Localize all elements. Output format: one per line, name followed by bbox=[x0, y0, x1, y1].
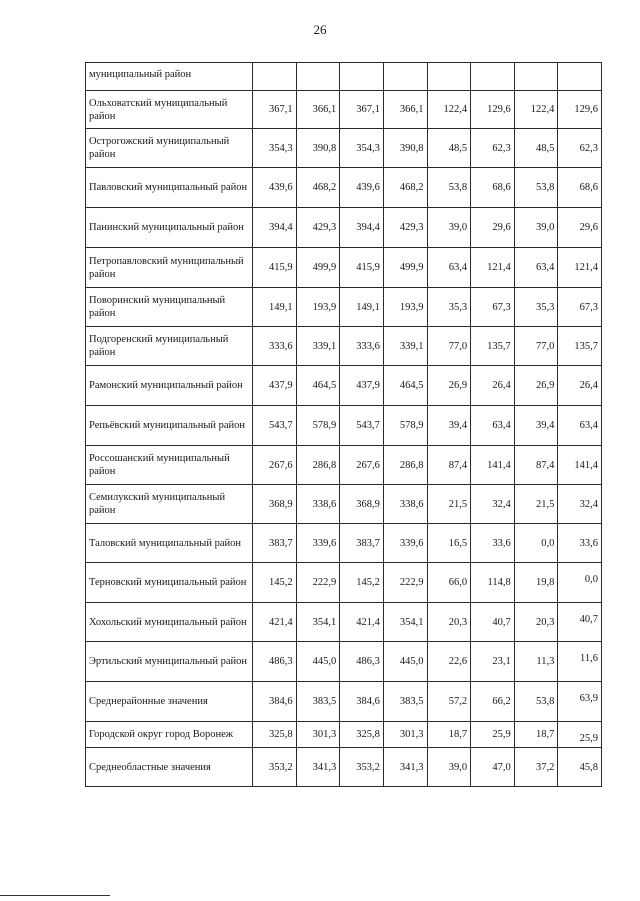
table-cell: 354,1 bbox=[383, 603, 427, 642]
table-cell: 437,9 bbox=[340, 366, 384, 406]
table-cell: 23,1 bbox=[471, 642, 515, 682]
table-cell: 383,5 bbox=[296, 682, 340, 722]
table-cell: 354,1 bbox=[296, 603, 340, 642]
table-cell bbox=[558, 63, 602, 91]
table-row bbox=[86, 248, 602, 288]
table-cell: 499,9 bbox=[296, 248, 340, 288]
table-cell: 62,3 bbox=[558, 129, 602, 168]
table-cell: 421,4 bbox=[253, 603, 297, 642]
table-cell: 394,4 bbox=[253, 208, 297, 248]
table-row bbox=[86, 91, 602, 129]
table-cell: 39,4 bbox=[427, 406, 471, 446]
row-label: Панинский муниципальный район bbox=[86, 208, 253, 248]
table-row bbox=[86, 208, 602, 248]
table-cell: 18,7 bbox=[514, 722, 558, 748]
table-cell: 578,9 bbox=[296, 406, 340, 446]
row-label: Поворинский муниципальный район bbox=[86, 288, 253, 327]
table-cell: 429,3 bbox=[383, 208, 427, 248]
table-cell: 68,6 bbox=[558, 168, 602, 208]
row-label: Среднерайонные значения bbox=[86, 682, 253, 722]
table-cell: 384,6 bbox=[253, 682, 297, 722]
table-cell: 20,3 bbox=[514, 603, 558, 642]
table-cell: 421,4 bbox=[340, 603, 384, 642]
table-cell: 29,6 bbox=[471, 208, 515, 248]
row-label: Городской округ город Воронеж bbox=[86, 722, 253, 748]
row-label: Павловский муниципальный район bbox=[86, 168, 253, 208]
table-cell: 26,9 bbox=[514, 366, 558, 406]
table-cell: 67,3 bbox=[471, 288, 515, 327]
table-cell: 87,4 bbox=[427, 446, 471, 485]
footnote-divider bbox=[0, 895, 110, 896]
table-cell: 129,6 bbox=[471, 91, 515, 129]
table-cell: 135,7 bbox=[471, 327, 515, 366]
table-cell: 468,2 bbox=[296, 168, 340, 208]
table-cell: 26,4 bbox=[471, 366, 515, 406]
table-row bbox=[86, 642, 602, 682]
table-cell: 543,7 bbox=[253, 406, 297, 446]
table-cell bbox=[296, 63, 340, 91]
table-cell: 145,2 bbox=[340, 563, 384, 603]
table-cell: 33,6 bbox=[558, 524, 602, 563]
row-label: Эртильский муниципальный район bbox=[86, 642, 253, 682]
table-cell: 32,4 bbox=[471, 485, 515, 524]
row-label: Хохольский муниципальный район bbox=[86, 603, 253, 642]
table-cell: 18,7 bbox=[427, 722, 471, 748]
table-cell: 39,4 bbox=[514, 406, 558, 446]
row-label: Таловский муниципальный район bbox=[86, 524, 253, 563]
table-cell: 543,7 bbox=[340, 406, 384, 446]
table-cell: 415,9 bbox=[253, 248, 297, 288]
table-cell: 21,5 bbox=[514, 485, 558, 524]
table-row bbox=[86, 748, 602, 787]
table-cell: 19,8 bbox=[514, 563, 558, 603]
table-cell: 67,3 bbox=[558, 288, 602, 327]
table-cell bbox=[471, 63, 515, 91]
table-cell: 149,1 bbox=[340, 288, 384, 327]
table-cell: 68,6 bbox=[471, 168, 515, 208]
table-cell: 122,4 bbox=[514, 91, 558, 129]
table-cell: 486,3 bbox=[340, 642, 384, 682]
table-cell: 48,5 bbox=[427, 129, 471, 168]
table-cell: 339,1 bbox=[383, 327, 427, 366]
table-cell: 366,1 bbox=[383, 91, 427, 129]
table-cell: 339,1 bbox=[296, 327, 340, 366]
table-cell: 339,6 bbox=[383, 524, 427, 563]
table-cell: 286,8 bbox=[296, 446, 340, 485]
table-cell: 16,5 bbox=[427, 524, 471, 563]
row-label: Рамонский муниципальный район bbox=[86, 366, 253, 406]
row-label: Семилукский муниципальный район bbox=[86, 485, 253, 524]
table-cell: 486,3 bbox=[253, 642, 297, 682]
table-cell: 333,6 bbox=[253, 327, 297, 366]
table-cell: 354,3 bbox=[340, 129, 384, 168]
table-cell: 368,9 bbox=[253, 485, 297, 524]
table-cell: 384,6 bbox=[340, 682, 384, 722]
table-cell: 114,8 bbox=[471, 563, 515, 603]
table-cell: 390,8 bbox=[383, 129, 427, 168]
table-cell: 193,9 bbox=[383, 288, 427, 327]
table-cell: 39,0 bbox=[427, 208, 471, 248]
table-row bbox=[86, 682, 602, 722]
row-label: Терновский муниципальный район bbox=[86, 563, 253, 603]
table-row bbox=[86, 446, 602, 485]
table-cell: 122,4 bbox=[427, 91, 471, 129]
table-cell: 0,0 bbox=[558, 563, 602, 603]
table-cell: 39,0 bbox=[427, 748, 471, 787]
table-cell: 341,3 bbox=[296, 748, 340, 787]
table-cell: 25,9 bbox=[471, 722, 515, 748]
table-cell: 77,0 bbox=[514, 327, 558, 366]
table-row-continuation bbox=[86, 63, 602, 91]
table-cell bbox=[427, 63, 471, 91]
table-cell: 338,6 bbox=[296, 485, 340, 524]
table-cell: 47,0 bbox=[471, 748, 515, 787]
table-cell: 26,9 bbox=[427, 366, 471, 406]
table-cell: 267,6 bbox=[340, 446, 384, 485]
table-cell: 53,8 bbox=[514, 168, 558, 208]
row-label: Среднеобластные значения bbox=[86, 748, 253, 787]
table-cell: 141,4 bbox=[558, 446, 602, 485]
table-cell: 338,6 bbox=[383, 485, 427, 524]
table-cell: 325,8 bbox=[340, 722, 384, 748]
table-row bbox=[86, 722, 602, 748]
table-row bbox=[86, 603, 602, 642]
table-cell: 499,9 bbox=[383, 248, 427, 288]
table-cell: 87,4 bbox=[514, 446, 558, 485]
table-cell: 63,4 bbox=[427, 248, 471, 288]
table-cell: 66,0 bbox=[427, 563, 471, 603]
table-cell: 368,9 bbox=[340, 485, 384, 524]
table-cell: 63,4 bbox=[471, 406, 515, 446]
table-cell: 578,9 bbox=[383, 406, 427, 446]
row-label: Подгоренский муниципальный район bbox=[86, 327, 253, 366]
table-row bbox=[86, 563, 602, 603]
table-row bbox=[86, 406, 602, 446]
table-cell: 145,2 bbox=[253, 563, 297, 603]
table-cell: 464,5 bbox=[383, 366, 427, 406]
table-cell: 353,2 bbox=[253, 748, 297, 787]
table-cell: 325,8 bbox=[253, 722, 297, 748]
table-cell: 63,4 bbox=[514, 248, 558, 288]
table-cell: 62,3 bbox=[471, 129, 515, 168]
table-cell bbox=[340, 63, 384, 91]
table-cell: 267,6 bbox=[253, 446, 297, 485]
table-cell bbox=[383, 63, 427, 91]
table-cell: 366,1 bbox=[296, 91, 340, 129]
table-cell: 445,0 bbox=[383, 642, 427, 682]
table-cell: 149,1 bbox=[253, 288, 297, 327]
table-row bbox=[86, 485, 602, 524]
table-cell: 21,5 bbox=[427, 485, 471, 524]
table-cell: 26,4 bbox=[558, 366, 602, 406]
table-row bbox=[86, 327, 602, 366]
table-cell bbox=[253, 63, 297, 91]
table-row bbox=[86, 168, 602, 208]
table-cell: 40,7 bbox=[471, 603, 515, 642]
table-cell bbox=[514, 63, 558, 91]
table-cell: 141,4 bbox=[471, 446, 515, 485]
table-cell: 445,0 bbox=[296, 642, 340, 682]
table-cell: 383,7 bbox=[253, 524, 297, 563]
table-row bbox=[86, 524, 602, 563]
table-cell: 367,1 bbox=[253, 91, 297, 129]
table-cell: 29,6 bbox=[558, 208, 602, 248]
table-cell: 53,8 bbox=[427, 168, 471, 208]
table-cell: 33,6 bbox=[471, 524, 515, 563]
table-cell: 32,4 bbox=[558, 485, 602, 524]
table-cell: 339,6 bbox=[296, 524, 340, 563]
row-label: Острогожский муниципальный район bbox=[86, 129, 253, 168]
table-cell: 121,4 bbox=[558, 248, 602, 288]
table-cell: 129,6 bbox=[558, 91, 602, 129]
table-cell: 222,9 bbox=[296, 563, 340, 603]
table-cell: 353,2 bbox=[340, 748, 384, 787]
table-cell: 25,9 bbox=[558, 722, 602, 748]
row-label: Репьёвский муниципальный район bbox=[86, 406, 253, 446]
table-cell: 53,8 bbox=[514, 682, 558, 722]
table-cell: 48,5 bbox=[514, 129, 558, 168]
table-cell: 301,3 bbox=[296, 722, 340, 748]
table-cell: 286,8 bbox=[383, 446, 427, 485]
table-body bbox=[86, 63, 602, 787]
table-cell: 11,6 bbox=[558, 642, 602, 682]
table-cell: 429,3 bbox=[296, 208, 340, 248]
table-cell: 0,0 bbox=[514, 524, 558, 563]
table-cell: 390,8 bbox=[296, 129, 340, 168]
table-cell: 333,6 bbox=[340, 327, 384, 366]
table-cell: 35,3 bbox=[514, 288, 558, 327]
table-cell: 383,7 bbox=[340, 524, 384, 563]
table-cell: 39,0 bbox=[514, 208, 558, 248]
table-cell: 63,4 bbox=[558, 406, 602, 446]
table-cell: 301,3 bbox=[383, 722, 427, 748]
table-cell: 383,5 bbox=[383, 682, 427, 722]
table-cell: 11,3 bbox=[514, 642, 558, 682]
table-cell: 35,3 bbox=[427, 288, 471, 327]
table-cell: 22,6 bbox=[427, 642, 471, 682]
table-cell: 437,9 bbox=[253, 366, 297, 406]
row-label: Петропавловский муниципальный район bbox=[86, 248, 253, 288]
table-cell: 121,4 bbox=[471, 248, 515, 288]
table-cell: 439,6 bbox=[253, 168, 297, 208]
table-cell: 77,0 bbox=[427, 327, 471, 366]
table-cell: 394,4 bbox=[340, 208, 384, 248]
table-cell: 367,1 bbox=[340, 91, 384, 129]
table-row bbox=[86, 288, 602, 327]
table-row bbox=[86, 129, 602, 168]
row-label: Россошанский муниципальный район bbox=[86, 446, 253, 485]
table-cell: 57,2 bbox=[427, 682, 471, 722]
table-cell: 341,3 bbox=[383, 748, 427, 787]
table-cell: 464,5 bbox=[296, 366, 340, 406]
table-cell: 415,9 bbox=[340, 248, 384, 288]
row-label: муниципальный район bbox=[86, 63, 253, 91]
table-cell: 354,3 bbox=[253, 129, 297, 168]
indicators-table bbox=[85, 62, 602, 787]
table-cell: 37,2 bbox=[514, 748, 558, 787]
table-row bbox=[86, 366, 602, 406]
table-cell: 63,9 bbox=[558, 682, 602, 722]
table-cell: 439,6 bbox=[340, 168, 384, 208]
row-label: Ольховатский муниципальный район bbox=[86, 91, 253, 129]
page-number: 26 bbox=[313, 22, 327, 37]
table-cell: 193,9 bbox=[296, 288, 340, 327]
table-cell: 66,2 bbox=[471, 682, 515, 722]
table-cell: 135,7 bbox=[558, 327, 602, 366]
table-cell: 45,8 bbox=[558, 748, 602, 787]
table-cell: 20,3 bbox=[427, 603, 471, 642]
table-cell: 222,9 bbox=[383, 563, 427, 603]
table-cell: 40,7 bbox=[558, 603, 602, 642]
table-cell: 468,2 bbox=[383, 168, 427, 208]
